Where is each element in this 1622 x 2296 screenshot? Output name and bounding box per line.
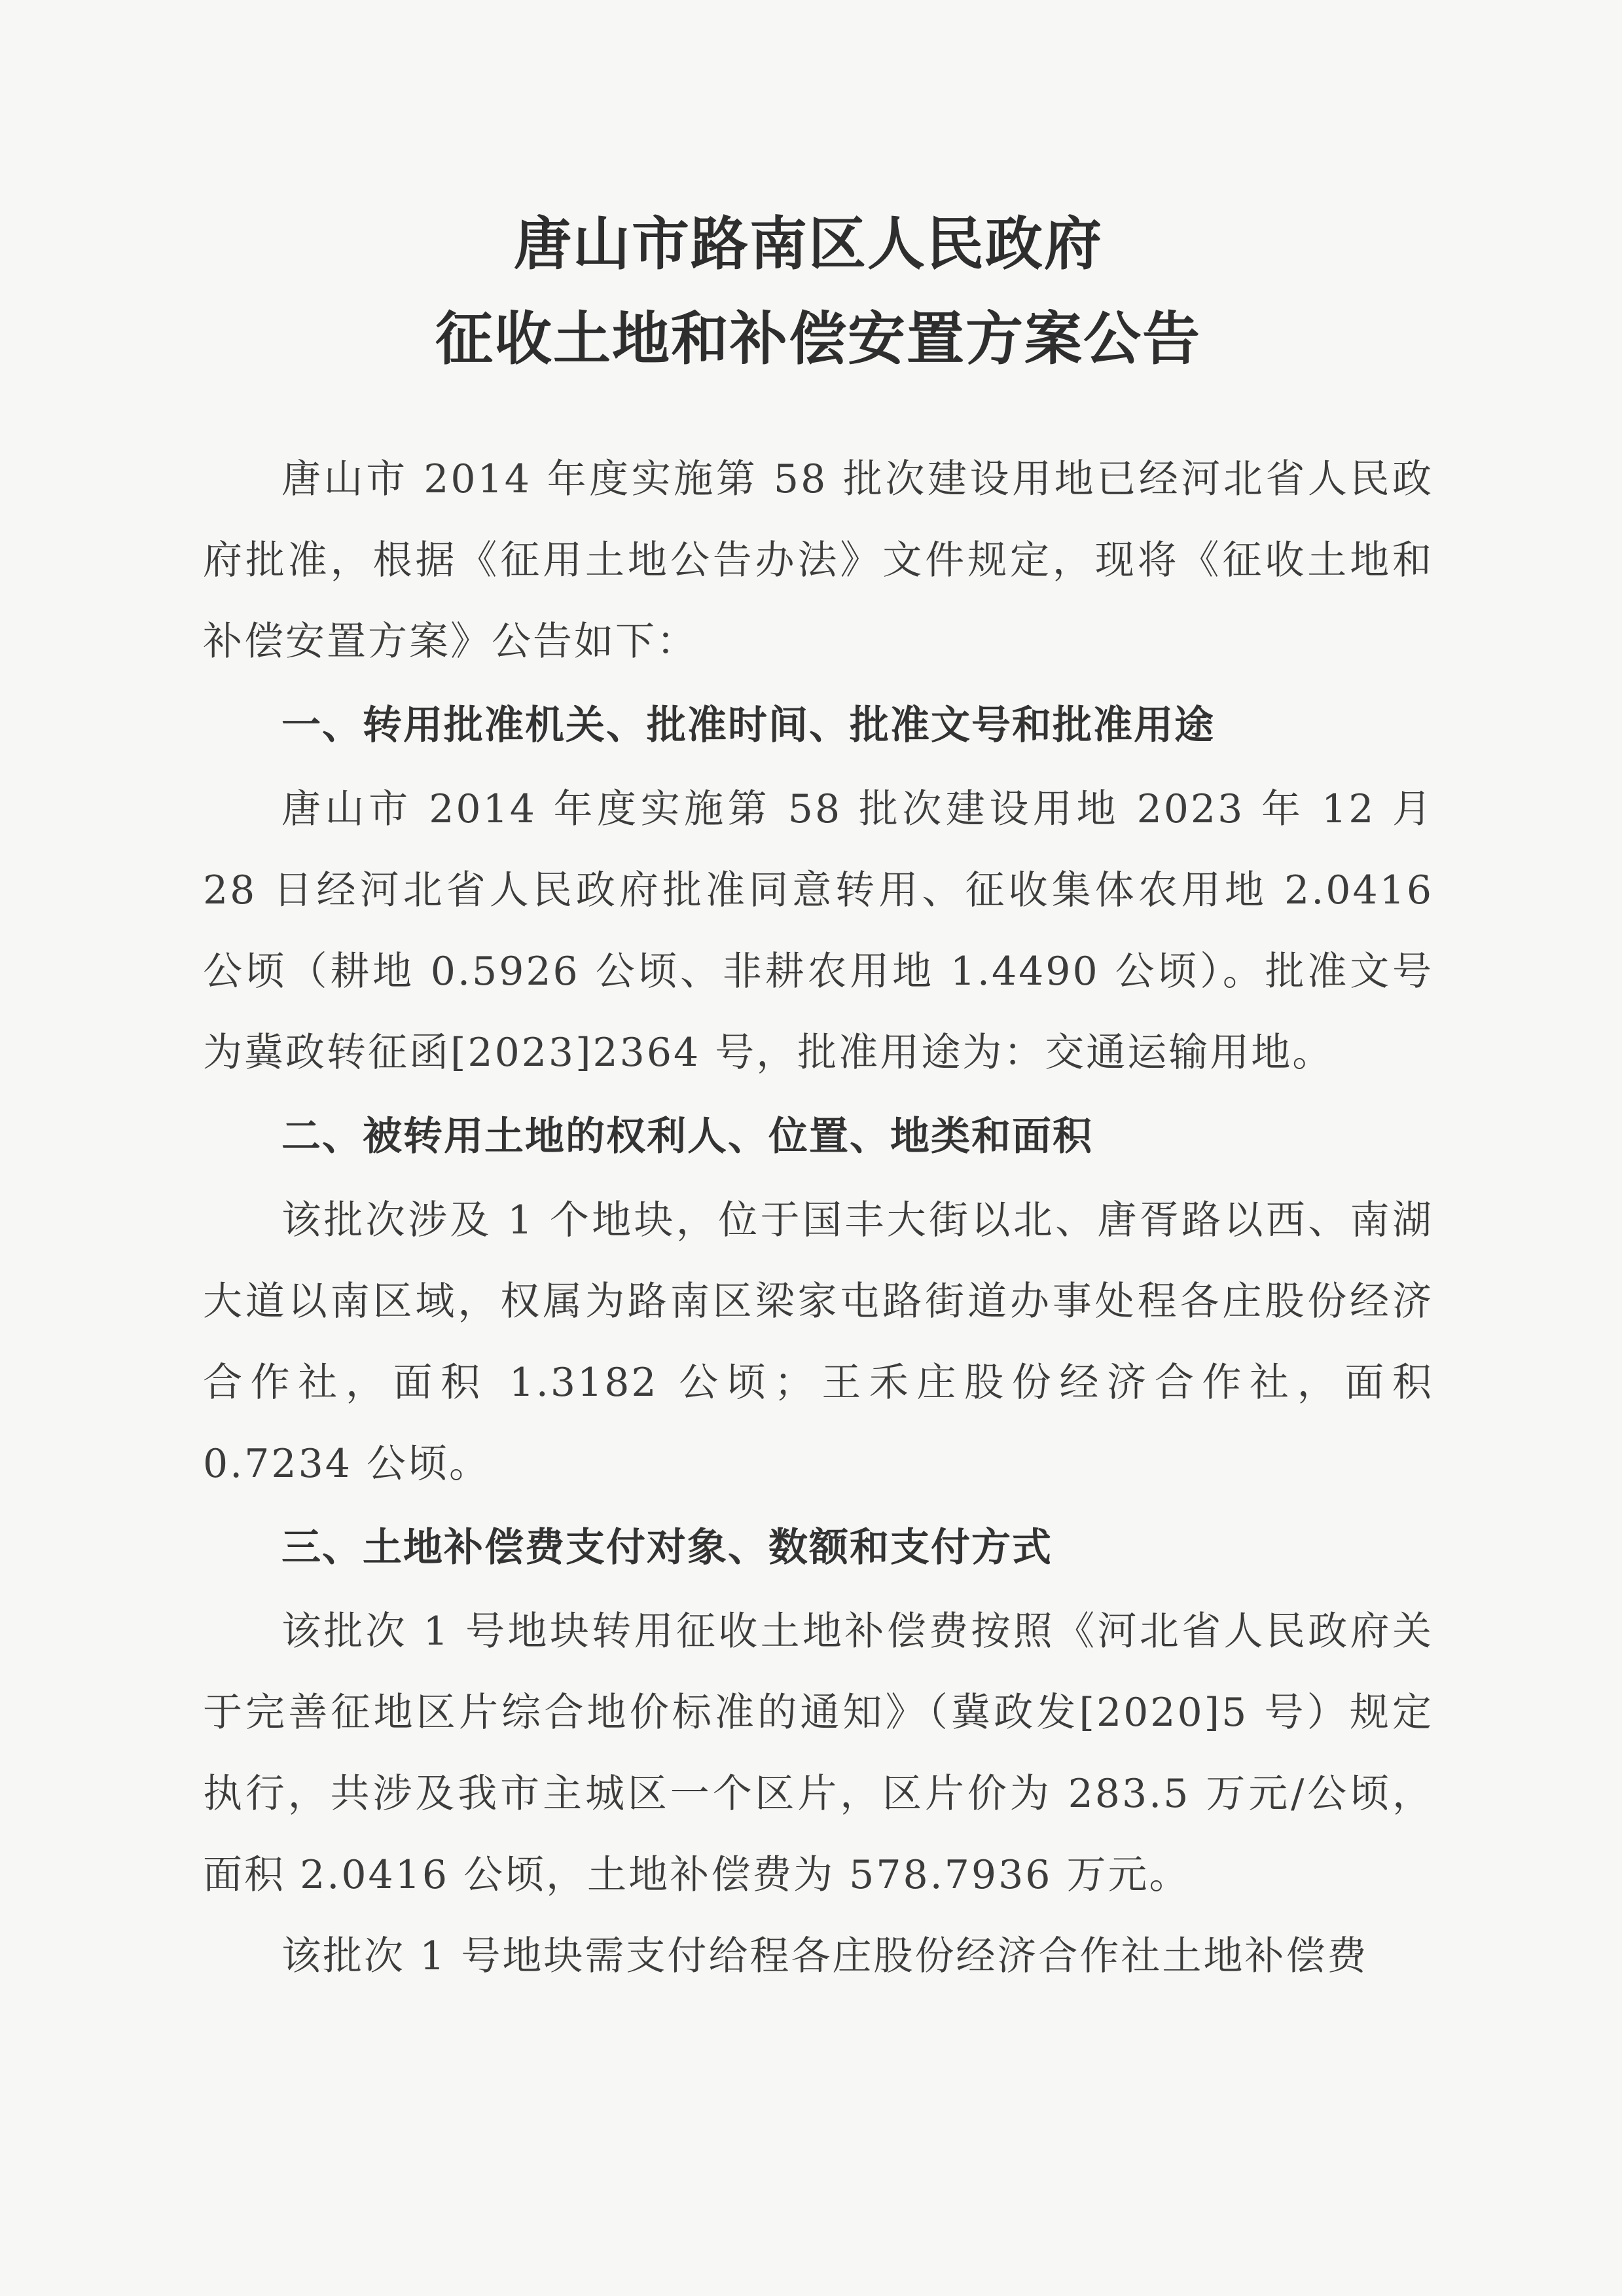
- section-heading-2: 二、被转用土地的权利人、位置、地类和面积: [281, 1114, 1093, 1159]
- section-heading-1: 一、转用批准机关、批准时间、批准文号和批准用途: [281, 702, 1215, 748]
- document-body: [203, 439, 1433, 1997]
- section-heading-3: 三、土地补偿费支付对象、数额和支付方式: [281, 1525, 1053, 1571]
- document-page: [203, 196, 1433, 1997]
- section-1-paragraph: 唐山市 2014 年度实施第 58 批次建设用地 2023 年 12 月 28 日经河北省人民政府批准同意转用、征收集体农用地 2.0416 公顷（耕地 0.5926 公顷、非耕农用地 1.4490 公顷）。批准文号为冀政转征函[2023]2364 号，批准用途为：交通运输用地。: [203, 786, 1433, 1076]
- intro-paragraph: 唐山市 2014 年度实施第 58 批次建设用地已经河北省人民政府批准，根据《征用土地公告办法》文件规定，现将《征收土地和补偿安置方案》公告如下：: [203, 456, 1433, 665]
- section-3-paragraph-continued: 该批次 1 号地块需支付给程各庄股份经济合作社土地补偿费: [281, 1933, 1369, 1979]
- section-2-paragraph: 该批次涉及 1 个地块，位于国丰大街以北、唐胥路以西、南湖大道以南区域，权属为路南区梁家屯路街道办事处程各庄股份经济合作社，面积 1.3182 公顷；王禾庄股份经济合作社，面积 0.7234 公顷。: [203, 1197, 1433, 1487]
- section-3-paragraph: 该批次 1 号地块转用征收土地补偿费按照《河北省人民政府关于完善征地区片综合地价标准的通知》（冀政发[2020]5 号）规定执行，共涉及我市主城区一个区片，区片价为 283.5 万元/公顷，面积 2.0416 公顷，土地补偿费为 578.7936 万元。: [203, 1609, 1433, 1898]
- document-title: [203, 196, 1433, 386]
- title-line-1: 唐山市路南区人民政府: [513, 210, 1103, 278]
- title-line-2: 征收土地和补偿安置方案公告: [435, 305, 1201, 373]
